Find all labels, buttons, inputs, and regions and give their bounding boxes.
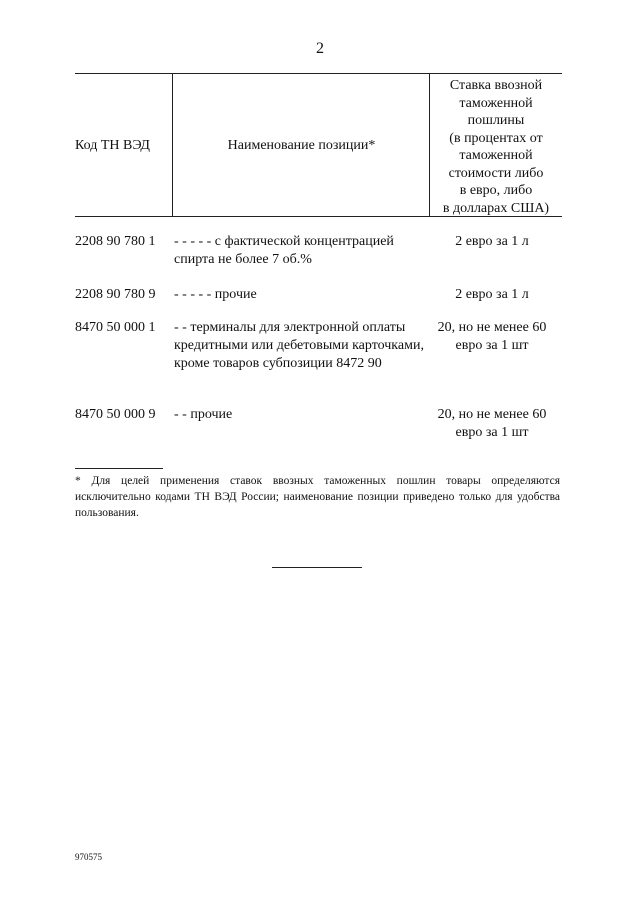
row-rate: 2 евро за 1 л — [455, 287, 529, 302]
header-rate-line: Ставка ввозной — [449, 78, 543, 93]
row-code: 8470 50 000 1 — [75, 320, 156, 335]
table-top-rule — [75, 73, 562, 74]
row-name: - - - - - прочие — [174, 287, 257, 302]
row-rate: 20, но не менее 60 евро за 1 шт — [437, 407, 547, 440]
row-code: 2208 90 780 9 — [75, 287, 156, 302]
row-name: - - - - - с фактической концентрацией спирта не более 7 об.% — [174, 234, 394, 267]
row-rate: 2 евро за 1 л — [455, 234, 529, 249]
header-rate-line: (в процентах от — [449, 130, 543, 146]
footnote-separator — [75, 468, 163, 469]
header-code: Код ТН ВЭД — [75, 138, 150, 153]
end-separator — [272, 567, 362, 568]
header-rate-line: таможенной — [459, 95, 533, 111]
row-rate: 20, но не менее 60 евро за 1 шт — [437, 320, 547, 353]
header-rate-line: в долларах США) — [442, 200, 550, 216]
header-rate-line: пошлины — [467, 113, 525, 128]
header-rate-line: стоимости либо — [448, 165, 544, 181]
document-code: 970575 — [75, 852, 102, 862]
header-rate-line: таможенной — [459, 148, 533, 163]
row-code: 2208 90 780 1 — [75, 234, 156, 249]
row-name: - - прочие — [174, 407, 233, 422]
footnote: * Для целей применения ставок ввозных таможенных пошлин товары определяются исключительно кодами ТН ВЭД России; наименование позиции приведено только для удобства пользования. — [75, 475, 560, 519]
header-name: Наименование позиции* — [227, 138, 376, 153]
row-name: - - терминалы для электронной оплаты кредитными или дебетовыми карточками, кроме товаров субпозиции 8472 90 — [174, 320, 424, 371]
page-number: 2 — [316, 40, 324, 57]
header-rate — [430, 77, 562, 217]
row-code: 8470 50 000 9 — [75, 407, 156, 422]
header-rate-line: в евро, либо — [459, 183, 533, 198]
